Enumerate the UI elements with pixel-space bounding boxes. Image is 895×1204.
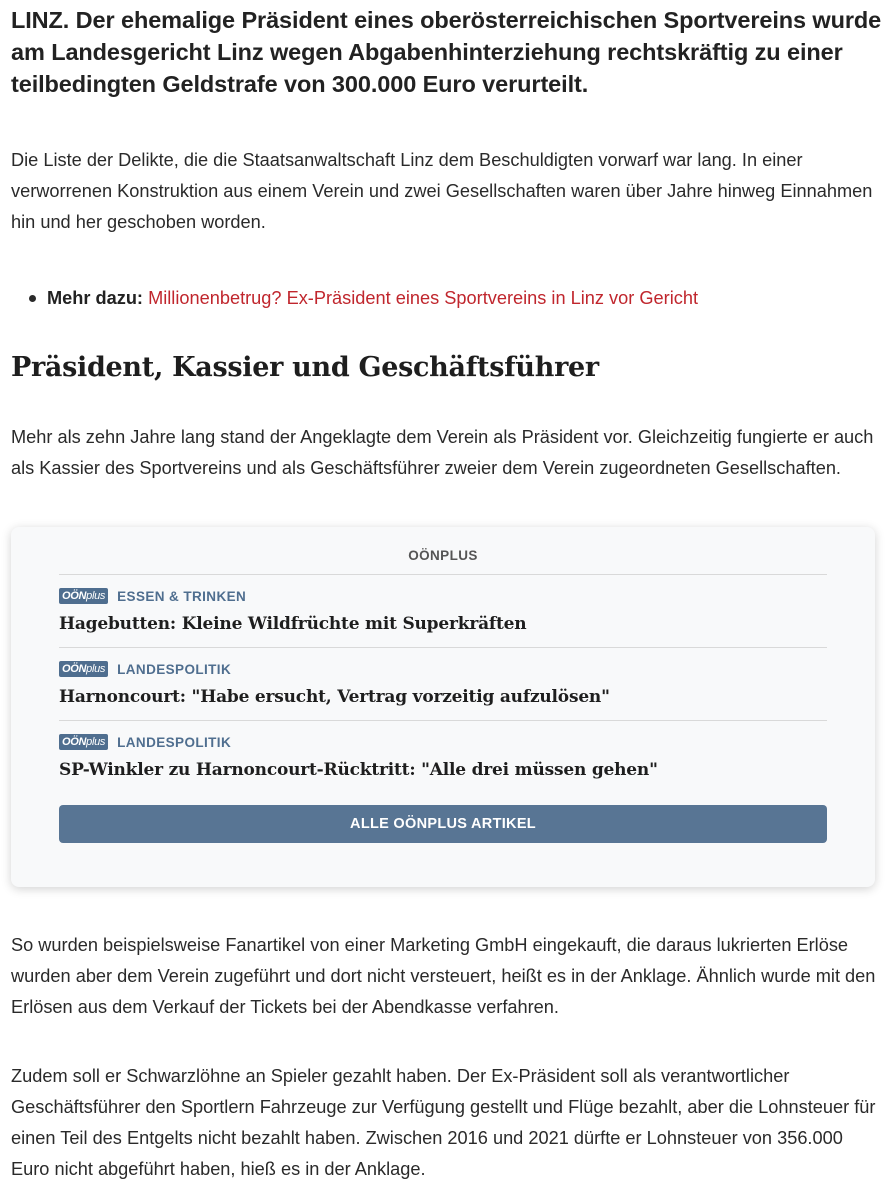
teaser-item[interactable] [59,575,827,648]
oonplus-logo-icon: OÖNplus [59,734,108,750]
paragraph-1: Die Liste der Delikte, die die Staatsanwaltschaft Linz dem Beschuldigten vorwarf war lang. In einer verworrenen Konstruktion aus einem Verein und zwei Gesellschaften waren über Jahre hinweg Einnahmen hin und her geschoben worden. [11,150,873,232]
teaser-category: ESSEN & TRINKEN [117,588,247,604]
teaser-headline[interactable]: SP-Winkler zu Harnoncourt-Rücktritt: "Alle drei müssen gehen" [59,760,658,780]
paragraph-4: Zudem soll er Schwarzlöhne an Spieler gezahlt haben. Der Ex-Präsident soll als verantwortlicher Geschäftsführer den Sportlern Fahrzeuge zur Verfügung gestellt und Flüge bezahlt, aber die Lohnsteuer für einen Teil des Entgelts nicht bezahlt haben. Zwischen 2016 und 2021 dürfte er Lohnsteuer von 356.000 Euro nicht abgeführt haben, hieß es in der Anklage. [11,1066,876,1179]
teaser-box-title: OÖNPLUS [59,547,827,575]
more-label: Mehr dazu: [47,288,143,308]
bullet-icon [29,295,36,302]
oonplus-logo-icon: OÖNplus [59,661,108,677]
teaser-headline[interactable]: Hagebutten: Kleine Wildfrüchte mit Superkräften [59,614,527,634]
teaser-meta [59,660,827,678]
teaser-category: LANDESPOLITIK [117,661,232,677]
teaser-item[interactable] [59,648,827,721]
teaser-meta [59,733,827,751]
teaser-item[interactable] [59,721,827,793]
related-article-link[interactable]: Millionenbetrug? Ex-Präsident eines Sportvereins in Linz vor Gericht [148,288,698,308]
oonplus-teaser-box [11,527,875,887]
teaser-headline[interactable]: Harnoncourt: "Habe ersucht, Vertrag vorzeitig aufzulösen" [59,687,610,707]
article-lead: LINZ. Der ehemalige Präsident eines oberösterreichischen Sportvereins wurde am Landesgericht Linz wegen Abgabenhinterziehung rechtskräftig zu einer teilbedingten Geldstrafe von 300.000 Euro verurteilt. [11,7,882,97]
all-oonplus-articles-button[interactable]: ALLE OÖNPLUS ARTIKEL [59,805,827,843]
teaser-meta [59,587,827,605]
teaser-category: LANDESPOLITIK [117,734,232,750]
more-link-item [29,283,884,314]
paragraph-2: Mehr als zehn Jahre lang stand der Angeklagte dem Verein als Präsident vor. Gleichzeitig fungierte er auch als Kassier des Sportvereins und als Geschäftsführer zweier dem Verein zugeordneten Gesellschaften. [11,427,874,478]
article-body [0,4,895,1185]
paragraph-3: So wurden beispielsweise Fanartikel von einer Marketing GmbH eingekauft, die daraus lukrierten Erlöse wurden aber dem Verein zugeführt und dort nicht versteuert, heißt es in der Anklage. Ähnlich wurde mit den Erlösen aus dem Verkauf der Tickets bei der Abendkasse verfahren. [11,935,876,1017]
more-links-list [11,283,884,314]
oonplus-logo-icon: OÖNplus [59,588,108,604]
section-heading: Präsident, Kassier und Geschäftsführer [11,352,599,383]
